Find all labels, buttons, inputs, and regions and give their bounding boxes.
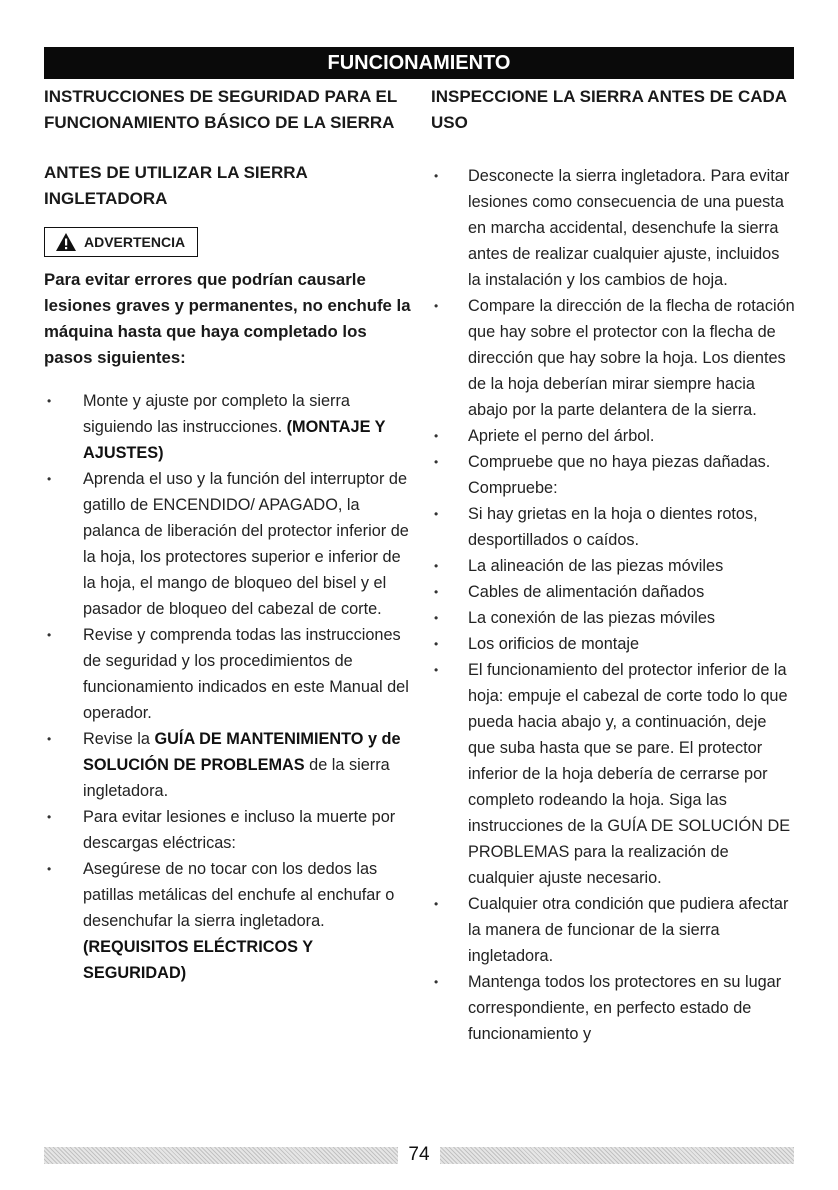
item-reference: GUÍA DE MANTENIMIENTO y de SOLUCIÓN DE PROBLEMAS (83, 730, 401, 774)
list-item (44, 804, 416, 856)
warning-text: Para evitar errores que podrían causarle lesiones graves y permanentes, no enchufe la máquina hasta que haya completado los pasos siguientes: (44, 270, 411, 367)
item-text: Mantenga todos los protectores en su lugar correspondiente, en perfecto estado de funcionamiento y (468, 973, 782, 1043)
bullet-icon: • (434, 455, 439, 469)
bullet-icon: • (434, 611, 439, 625)
item-text: Compare la dirección de la flecha de rotación que hay sobre el protector con la flecha de dirección que hay sobre la hoja. Los dientes de la hoja deberían mirar siempre hacia abajo por la parte delantera de la sierra. (468, 297, 795, 419)
bullet-icon: • (434, 637, 439, 651)
item-text: Si hay grietas en la hoja o dientes rotos, desportillados o caídos. (468, 505, 758, 549)
list-item (44, 726, 416, 804)
item-text: Asegúrese de no tocar con los dedos las patillas metálicas del enchufe al enchufar o desenchufar la sierra ingletadora. (83, 860, 395, 930)
item-text: de la sierra ingletadora. (83, 756, 390, 800)
list-item (44, 622, 416, 726)
item-text: Cables de alimentación dañados (468, 583, 705, 601)
list-item (431, 423, 796, 449)
item-text: La alineación de las piezas móviles (468, 557, 724, 575)
bullet-icon: • (47, 472, 52, 486)
item-reference: (REQUISITOS ELÉCTRICOS Y SEGURIDAD) (83, 938, 313, 982)
bullet-icon: • (434, 663, 439, 677)
footer-stripe-left (44, 1147, 398, 1164)
list-item (431, 969, 796, 1047)
warning-box (44, 227, 198, 257)
pre-use-list (44, 388, 416, 986)
item-text: Monte y ajuste por completo la sierra siguiendo las instrucciones. (83, 392, 350, 436)
item-text: Compruebe que no haya piezas dañadas. Compruebe: (468, 453, 771, 497)
bullet-icon: • (434, 507, 439, 521)
bullet-icon: • (47, 862, 52, 876)
inspection-heading: INSPECCIONE LA SIERRA ANTES DE CADA USO (431, 87, 787, 132)
item-text: Los orificios de montaje (468, 635, 640, 653)
bullet-icon: • (47, 394, 52, 408)
list-item (431, 293, 796, 423)
item-text: Desconecte la sierra ingletadora. Para evitar lesiones como consecuencia de una puesta en marcha accidental, desenchufe la sierra antes de realizar cualquier ajuste, incluidos la instalación y los cambios de hoja. (468, 167, 790, 289)
list-item (431, 449, 796, 501)
page-footer (44, 1143, 794, 1167)
bullet-icon: • (434, 975, 439, 989)
list-item (431, 891, 796, 969)
bullet-icon: • (47, 628, 52, 642)
warning-triangle-icon (55, 232, 77, 252)
bullet-icon: • (434, 299, 439, 313)
item-text: Apriete el perno del árbol. (468, 427, 655, 445)
page-number: 74 (408, 1144, 430, 1165)
before-use-heading: ANTES DE UTILIZAR LA SIERRA INGLETADORA (44, 163, 308, 208)
list-item (44, 856, 416, 986)
safety-heading: INSTRUCCIONES DE SEGURIDAD PARA EL FUNCIONAMIENTO BÁSICO DE LA SIERRA (44, 87, 397, 132)
list-item (44, 466, 416, 622)
list-item (431, 579, 796, 605)
item-text: El funcionamiento del protector inferior de la hoja: empuje el cabezal de corte todo lo que pueda hacia abajo y, a continuación, deje que suba hasta que se pare. El protector inferior de la hoja debería de cerrarse por completo rodeando la hoja. Siga las instrucciones de la GUÍA DE SOLUCIÓN DE PROBLEMAS para la realización de cualquier ajuste necesario. (468, 661, 791, 887)
list-item (431, 605, 796, 631)
list-item (431, 657, 796, 891)
bullet-icon: • (434, 897, 439, 911)
left-column (44, 84, 416, 986)
item-text: Para evitar lesiones e incluso la muerte por descargas eléctricas: (83, 808, 396, 852)
bullet-icon: • (434, 429, 439, 443)
footer-stripe-right (440, 1147, 794, 1164)
item-text: Revise la (83, 730, 155, 748)
item-text: Aprenda el uso y la función del interruptor de gatillo de ENCENDIDO/ APAGADO, la palanca de liberación del protector inferior de la hoja, los protectores superior e inferior de la hoja, el mango de bloqueo del bisel y el pasador de bloqueo del cabezal de corte. (83, 470, 409, 618)
bullet-icon: • (434, 169, 439, 183)
list-item (431, 501, 796, 553)
section-title-banner: FUNCIONAMIENTO (44, 47, 794, 79)
list-item (431, 163, 796, 293)
inspection-list (431, 163, 796, 1047)
list-item (431, 631, 796, 657)
list-item (44, 388, 416, 466)
item-text: Cualquier otra condición que pudiera afectar la manera de funcionar de la sierra ingletadora. (468, 895, 789, 965)
bullet-icon: • (47, 810, 52, 824)
warning-label: ADVERTENCIA (84, 234, 186, 250)
item-text: Revise y comprenda todas las instrucciones de seguridad y los procedimientos de funcionamiento indicados en este Manual del operador. (83, 626, 409, 722)
list-item (431, 553, 796, 579)
right-column (431, 84, 796, 1047)
item-reference: (MONTAJE Y AJUSTES) (83, 418, 386, 462)
item-text: La conexión de las piezas móviles (468, 609, 716, 627)
bullet-icon: • (434, 585, 439, 599)
bullet-icon: • (47, 732, 52, 746)
bullet-icon: • (434, 559, 439, 573)
